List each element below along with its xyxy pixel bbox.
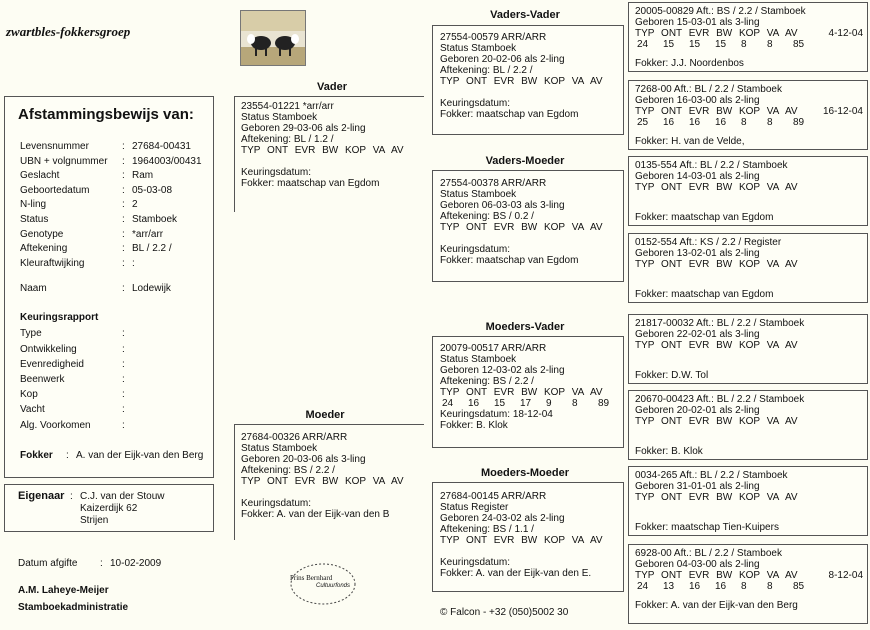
score-columns: TYP ONT EVR BW KOP VA AV (241, 476, 404, 487)
page-title: Afstammingsbewijs van: (18, 106, 194, 123)
gp-cols-row (635, 492, 865, 503)
record-line: Status Stamboek (440, 43, 517, 54)
field-value: BL / 2.2 / (132, 243, 172, 254)
score-columns: TYP ONT EVR BW KOP VA AV (440, 76, 603, 87)
record-fokker: Fokker: maatschap van Egdom (440, 255, 579, 266)
keuring-field-colon: : (122, 420, 125, 431)
gp-fokker: Fokker: D.W. Tol (635, 370, 709, 381)
field-value: Lodewijk (132, 283, 171, 294)
grandparent-record (635, 84, 865, 147)
field-colon: : (122, 258, 125, 269)
gp-id-line: 0152-554 Aft.: KS / 2.2 / Register (635, 237, 782, 248)
field-label: Status (20, 214, 49, 225)
field-colon: : (122, 185, 125, 196)
field-colon: : (122, 229, 125, 240)
gp-fokker: Fokker: maatschap van Egdom (635, 212, 774, 223)
gp-score: 8 (767, 39, 773, 50)
record-line: Status Register (440, 502, 509, 513)
gp-spacer (635, 281, 865, 289)
field-label: Naam (20, 283, 47, 294)
gp-cols-row (635, 570, 865, 581)
record-line: Aftekening: BS / 1.1 / (440, 524, 534, 535)
spacer (241, 156, 404, 167)
gp-spacer (635, 50, 865, 58)
footer-contact: © Falcon - +32 (050)5002 30 (440, 607, 569, 618)
gp-score-row (635, 117, 865, 128)
datum-colon: : (100, 558, 103, 569)
keuring-field-colon: : (122, 328, 125, 339)
eigenaar-line2: Kaizerdijk 62 (80, 503, 138, 514)
fokker-label: Fokker (20, 450, 53, 461)
gp-score-row (635, 39, 865, 50)
eigenaar-label: Eigenaar (18, 490, 65, 502)
signer-name: A.M. Laheye-Meijer (18, 585, 109, 596)
field-value: 2 (132, 199, 138, 210)
gp-score: 16 (715, 581, 727, 592)
gp-score: 8 (741, 39, 747, 50)
eigenaar-line1: C.J. van der Stouw (80, 491, 165, 502)
record-line: Aftekening: BS / 2.2 / (440, 376, 534, 387)
keuring-field-label: Ontwikkeling (20, 344, 77, 355)
gp-keuring-date: 4-12-04 (828, 28, 863, 39)
gp-birth-line: Geboren 14-03-01 als 2-ling (635, 171, 760, 182)
field-value: 1964003/00431 (132, 156, 202, 167)
gp-cols-row (635, 182, 865, 193)
record-line: Geboren 06-03-03 als 3-ling (440, 200, 565, 211)
gp-score: 24 (637, 39, 649, 50)
gp-cols-row (635, 416, 865, 427)
field-value: 27684-00431 (132, 141, 191, 152)
gp-score-row (635, 427, 865, 438)
eigenaar-line3: Strijen (80, 515, 109, 526)
spacer (440, 546, 603, 557)
gp-id-line: 0135-554 Aft.: BL / 2.2 / Stamboek (635, 160, 788, 171)
field-label: Genotype (20, 229, 64, 240)
gp-cols: TYP ONT EVR BW KOP VA AV (635, 259, 798, 270)
gp-id-line: 21817-00032 Aft.: BL / 2.2 / Stamboek (635, 318, 805, 329)
gp-spacer (635, 592, 865, 600)
gp-score-row (635, 581, 865, 592)
spacer (241, 487, 404, 498)
keuringsdatum: Keuringsdatum: (440, 98, 511, 109)
gp-id-line: 6928-00 Aft.: BL / 2.2 / Stamboek (635, 548, 782, 559)
gp-spacer (635, 438, 865, 446)
field-label: UBN + volgnummer (20, 156, 108, 167)
field-colon: : (122, 283, 125, 294)
gp-cols-row (635, 340, 865, 351)
field-colon: : (122, 214, 125, 225)
gp-score: 16 (689, 117, 701, 128)
keuring-field-colon: : (122, 359, 125, 370)
gp-spacer (635, 362, 865, 370)
stamp-text-1: Prins Bernhard (290, 574, 333, 582)
score-columns: TYP ONT EVR BW KOP VA AV (440, 535, 603, 546)
record-line: Geboren 29-03-06 als 2-ling (241, 123, 366, 134)
field-label: Kleuraftwijking (20, 258, 85, 269)
gp-cols: TYP ONT EVR BW KOP VA AV (635, 106, 798, 117)
gp-cols-row (635, 106, 865, 117)
vader-record (241, 101, 404, 189)
gp-score-row (635, 351, 865, 362)
keuring-field-colon: : (122, 344, 125, 355)
keuringsdatum: Keuringsdatum: (241, 167, 312, 178)
vader-heading: Vader (317, 81, 347, 93)
stamp-text-2: Cultuurfonds (316, 583, 351, 589)
keuring-field-label: Alg. Voorkomen (20, 420, 91, 431)
record-line: Geboren 20-02-06 als 2-ling (440, 54, 565, 65)
score-value: 15 (494, 398, 506, 409)
record-id: 27684-00326 ARR/ARR (241, 432, 348, 443)
grandparent-record (635, 318, 865, 381)
field-colon: : (122, 199, 125, 210)
vaders-moeder-heading: Vaders-Moeder (485, 155, 565, 167)
gp-birth-line: Geboren 31-01-01 als 2-ling (635, 481, 760, 492)
gp-score: 8 (741, 117, 747, 128)
moeder-record (241, 432, 404, 520)
gp-cols: TYP ONT EVR BW KOP VA AV (635, 492, 798, 503)
gp-score: 85 (793, 581, 805, 592)
score-value: 9 (546, 398, 552, 409)
record-line: Aftekening: BL / 1.2 / (241, 134, 334, 145)
gp-cols-row (635, 28, 865, 39)
grandparent-record (635, 394, 865, 457)
grandparent-record (635, 160, 865, 223)
vaders-moeder-record (440, 178, 603, 266)
gp-cols: TYP ONT EVR BW KOP VA AV (635, 182, 798, 193)
keuring-title: Keuringsrapport (20, 312, 99, 323)
gp-fokker: Fokker: H. van de Velde, (635, 136, 745, 147)
moeders-vader-record (440, 343, 622, 431)
moeder-heading: Moeder (305, 409, 345, 421)
group-name: zwartbles-fokkersgroep (6, 24, 131, 39)
keuringsdatum: Keuringsdatum: (440, 557, 511, 568)
gp-fokker: Fokker: maatschap van Egdom (635, 289, 774, 300)
record-line: Geboren 12-03-02 als 2-ling (440, 365, 565, 376)
keuringsdatum: Keuringsdatum: (440, 244, 511, 255)
record-id: 23554-01221 *arr/arr (241, 101, 334, 112)
cultuurfonds-stamp (286, 560, 360, 610)
gp-fokker: Fokker: A. van der Eijk-van den Berg (635, 600, 798, 611)
gp-id-line: 20670-00423 Aft.: BL / 2.2 / Stamboek (635, 394, 805, 405)
eigenaar-colon: : (70, 491, 73, 502)
field-label: Levensnummer (20, 141, 89, 152)
gp-id-line: 20005-00829 Aft.: BS / 2.2 / Stamboek (635, 6, 806, 17)
keuringsdatum: Keuringsdatum: (241, 498, 312, 509)
field-value: : (132, 258, 135, 269)
score-columns: TYP ONT EVR BW KOP VA AV (440, 222, 603, 233)
keuring-field-colon: : (122, 374, 125, 385)
keuring-field-colon: : (122, 389, 125, 400)
record-id: 27684-00145 ARR/ARR (440, 491, 547, 502)
moeders-moeder-record (440, 491, 603, 579)
gp-score-row (635, 270, 865, 281)
gp-cols: TYP ONT EVR BW KOP VA AV (635, 416, 798, 427)
field-value: Stamboek (132, 214, 178, 225)
record-id: 27554-00378 ARR/ARR (440, 178, 547, 189)
gp-spacer (635, 514, 865, 522)
gp-birth-line: Geboren 22-02-01 als 3-ling (635, 329, 760, 340)
grandparent-record (635, 548, 865, 611)
field-label: Aftekening (20, 243, 68, 254)
record-fokker: Fokker: maatschap van Egdom (440, 109, 579, 120)
field-label: Geslacht (20, 170, 60, 181)
gp-score: 8 (767, 117, 773, 128)
gp-id-line: 7268-00 Aft.: BL / 2.2 / Stamboek (635, 84, 782, 95)
score-columns: TYP ONT EVR BW KOP VA AV (440, 387, 603, 398)
score-columns: TYP ONT EVR BW KOP VA AV (241, 145, 404, 156)
score-value: 17 (520, 398, 532, 409)
gp-birth-line: Geboren 20-02-01 als 2-ling (635, 405, 760, 416)
record-line: Aftekening: BL / 2.2 / (440, 65, 533, 76)
field-value: *arr/arr (132, 229, 164, 240)
signer-role: Stamboekadministratie (18, 602, 129, 613)
record-line: Aftekening: BS / 2.2 / (241, 465, 335, 476)
gp-score: 13 (663, 581, 675, 592)
gp-fokker: Fokker: B. Klok (635, 446, 703, 457)
record-line: Geboren 20-03-06 als 3-ling (241, 454, 366, 465)
gp-score: 25 (637, 117, 649, 128)
score-value: 89 (598, 398, 610, 409)
fokker-colon: : (66, 450, 69, 461)
field-colon: : (122, 243, 125, 254)
gp-score-row (635, 193, 865, 204)
keuring-field-label: Evenredigheid (20, 359, 84, 370)
gp-score: 15 (689, 39, 701, 50)
gp-birth-line: Geboren 13-02-01 als 2-ling (635, 248, 760, 259)
record-fokker: Fokker: maatschap van Egdom (241, 178, 380, 189)
moeders-vader-heading: Moeders-Vader (485, 321, 565, 333)
grandparent-record (635, 237, 865, 300)
record-line: Status Stamboek (440, 189, 517, 200)
gp-score: 16 (689, 581, 701, 592)
field-value: Ram (132, 170, 154, 181)
grandparent-record (635, 6, 865, 69)
score-row (440, 398, 622, 409)
gp-score: 15 (715, 39, 727, 50)
datum-label: Datum afgifte (18, 558, 78, 569)
gp-score-row (635, 503, 865, 514)
record-fokker: Fokker: A. van der Eijk-van den B (241, 509, 390, 520)
gp-score: 85 (793, 39, 805, 50)
score-value: 8 (572, 398, 578, 409)
gp-cols-row (635, 259, 865, 270)
gp-birth-line: Geboren 04-03-00 als 2-ling (635, 559, 760, 570)
gp-fokker: Fokker: J.J. Noordenbos (635, 58, 744, 69)
spacer (440, 233, 603, 244)
field-label: N-ling (20, 199, 47, 210)
gp-keuring-date: 16-12-04 (822, 106, 863, 117)
moeders-moeder-heading: Moeders-Moeder (480, 467, 570, 479)
field-colon: : (122, 141, 125, 152)
field-value: 05-03-08 (132, 185, 173, 196)
record-id: 27554-00579 ARR/ARR (440, 32, 547, 43)
vaders-vader-record (440, 32, 603, 120)
gp-cols: TYP ONT EVR BW KOP VA AV (635, 28, 798, 39)
grandparent-record (635, 470, 865, 533)
gp-fokker: Fokker: maatschap Tien-Kuipers (635, 522, 779, 533)
record-line: Status Stamboek (440, 354, 517, 365)
record-line: Aftekening: BS / 0.2 / (440, 211, 534, 222)
gp-score: 16 (715, 117, 727, 128)
field-colon: : (122, 156, 125, 167)
record-line: Status Stamboek (241, 443, 318, 454)
record-id: 20079-00517 ARR/ARR (440, 343, 547, 354)
datum-value: 10-02-2009 (110, 558, 162, 569)
gp-score: 24 (637, 581, 649, 592)
record-line: Status Stamboek (241, 112, 318, 123)
score-value: 16 (468, 398, 480, 409)
gp-score: 15 (663, 39, 675, 50)
gp-cols: TYP ONT EVR BW KOP VA AV (635, 340, 798, 351)
field-colon: : (122, 170, 125, 181)
gp-id-line: 0034-265 Aft.: BL / 2.2 / Stamboek (635, 470, 788, 481)
record-fokker: Fokker: A. van der Eijk-van den E. (440, 568, 592, 579)
sheep-logo (240, 10, 306, 66)
keuring-field-label: Kop (20, 389, 38, 400)
score-value: 24 (442, 398, 454, 409)
gp-score: 8 (767, 581, 773, 592)
gp-spacer (635, 128, 865, 136)
vaders-vader-heading: Vaders-Vader (490, 9, 560, 21)
gp-birth-line: Geboren 15-03-01 als 3-ling (635, 17, 760, 28)
gp-cols: TYP ONT EVR BW KOP VA AV (635, 570, 798, 581)
spacer (440, 87, 603, 98)
keuring-field-label: Vacht (20, 404, 45, 415)
keuring-field-colon: : (122, 404, 125, 415)
gp-score: 89 (793, 117, 805, 128)
field-label: Geboortedatum (20, 185, 90, 196)
record-fokker: Fokker: B. Klok (440, 420, 508, 431)
gp-birth-line: Geboren 16-03-00 als 2-ling (635, 95, 760, 106)
gp-score: 8 (741, 581, 747, 592)
gp-spacer (635, 204, 865, 212)
record-line: Geboren 24-03-02 als 2-ling (440, 513, 565, 524)
keuring-field-label: Type (20, 328, 42, 339)
gp-score: 16 (663, 117, 675, 128)
sheep-icon (241, 11, 305, 65)
fokker-value: A. van der Eijk-van den Berg (76, 450, 204, 461)
gp-keuring-date: 8-12-04 (828, 570, 863, 581)
keuring-field-label: Beenwerk (20, 374, 65, 385)
keuringsdatum: Keuringsdatum: 18-12-04 (440, 409, 553, 420)
